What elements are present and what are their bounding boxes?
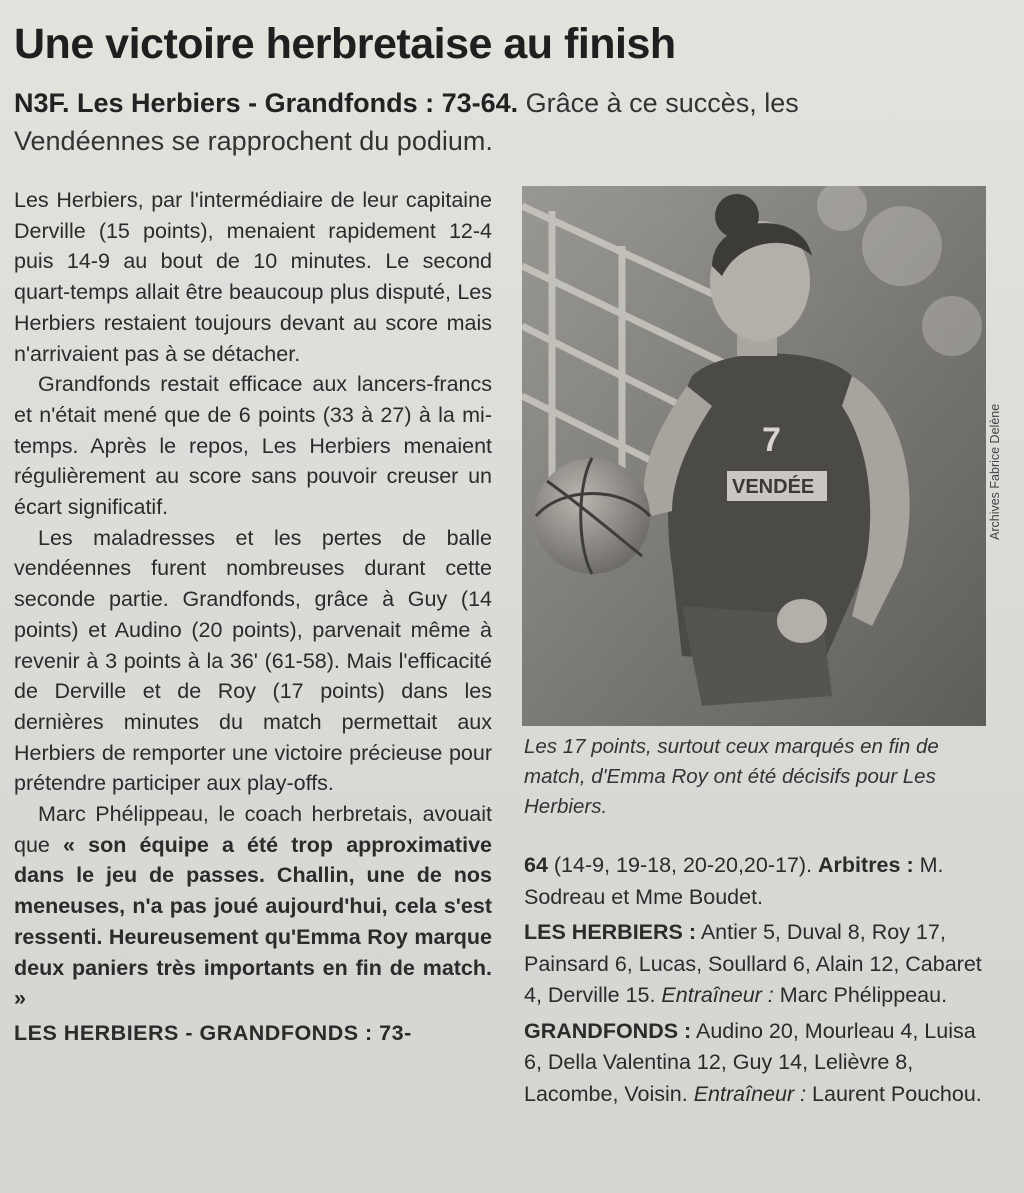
jersey-sponsor: VENDÉE <box>732 476 815 498</box>
away-team-lineup <box>524 1016 994 1111</box>
home-team-label: LES HERBIERS : <box>524 920 697 944</box>
subhead <box>14 84 944 160</box>
quarter-scores: (14-9, 19-18, 20-20,20-17). <box>547 853 819 877</box>
coach-quote: « son équipe a été trop approximative dans le jeu de passes. Challin, une de nos meneuses, n'a pas joué aujourd'hui, cela s'est ressenti. Heureusement qu'Emma Roy marque deux paniers très importants en fin de match. » <box>14 832 492 1011</box>
away-coach: Laurent Pouchou. <box>806 1081 982 1106</box>
headline: Une victoire herbretaise au finish <box>14 20 676 68</box>
subhead-text: Grâce à ce succès, les Vendéennes se rapprochent du podium. <box>14 88 799 156</box>
paragraph-4 <box>14 799 492 1014</box>
score-tail: 64 <box>524 853 548 877</box>
away-players: Audino 20, Mourleau 4, Luisa 6, Della Valentina 12, Guy 14, Lelièvre 8, Lacombe, Voisin. <box>524 1018 976 1106</box>
away-team-label: GRANDFONDS : <box>524 1018 692 1043</box>
box-score <box>524 850 994 1114</box>
referees-label: Arbitres : <box>818 853 914 877</box>
paragraph-4-intro: Marc Phélippeau, le coach herbretais, avouait que <box>14 802 492 857</box>
subhead-lead: N3F. Les Herbiers - Grandfonds : 73-64. <box>14 88 519 118</box>
home-coach-label: Entraîneur : <box>661 983 774 1007</box>
photo-caption: Les 17 points, surtout ceux marqués en fin de match, d'Emma Roy ont été décisifs pour Les Herbiers. <box>524 735 939 818</box>
home-coach: Marc Phélippeau. <box>773 983 948 1007</box>
away-coach-label: Entraîneur : <box>693 1081 807 1106</box>
jersey-number: 7 <box>762 421 781 459</box>
home-players: Antier 5, Duval 8, Roy 17, Painsard 6, Lucas, Soullard 6, Alain 12, Cabaret 4, Derville 15. <box>524 920 982 1007</box>
player-photo <box>522 186 986 726</box>
referees: M. Sodreau et Mme Boudet. <box>524 853 944 909</box>
photo-credit: Archives Fabrice Delène <box>988 403 1002 540</box>
paragraph-3: Les maladresses et les pertes de balle vendéennes furent nombreuses durant cette seconde partie. Grandfonds, grâce à Guy (14 points) et Audino (20 points), parvenait même à revenir à 3 points à la 36' (61-58). Mais l'efficacité de Derville et de Roy (17 points) dans les dernières minutes du match permettait aux Herbiers de remporter une victoire précieuse pour prétendre participer aux play-offs. <box>14 525 492 796</box>
paragraph-2: Grandfonds restait efficace aux lancers-francs et n'était mené que de 6 points (33 à 27) à la mi-temps. Après le repos, Les Herbiers menaient régulièrement au score sans pouvoir creuser un écart significatif. <box>14 372 492 520</box>
paragraph-1: Les Herbiers, par l'intermédiaire de leur capitaine Derville (15 points), menaient rapidement 12-4 puis 14-9 au bout de 10 minutes. Le second quart-temps allait être beaucoup plus disputé, Les Herbiers restaient toujours devant au score mais n'arrivaient pas à se détacher. <box>14 188 492 366</box>
box-score-result <box>524 850 994 913</box>
home-team-lineup <box>524 917 994 1012</box>
result-line: LES HERBIERS - GRANDFONDS : 73- <box>14 1020 412 1045</box>
article-body <box>14 185 492 1049</box>
